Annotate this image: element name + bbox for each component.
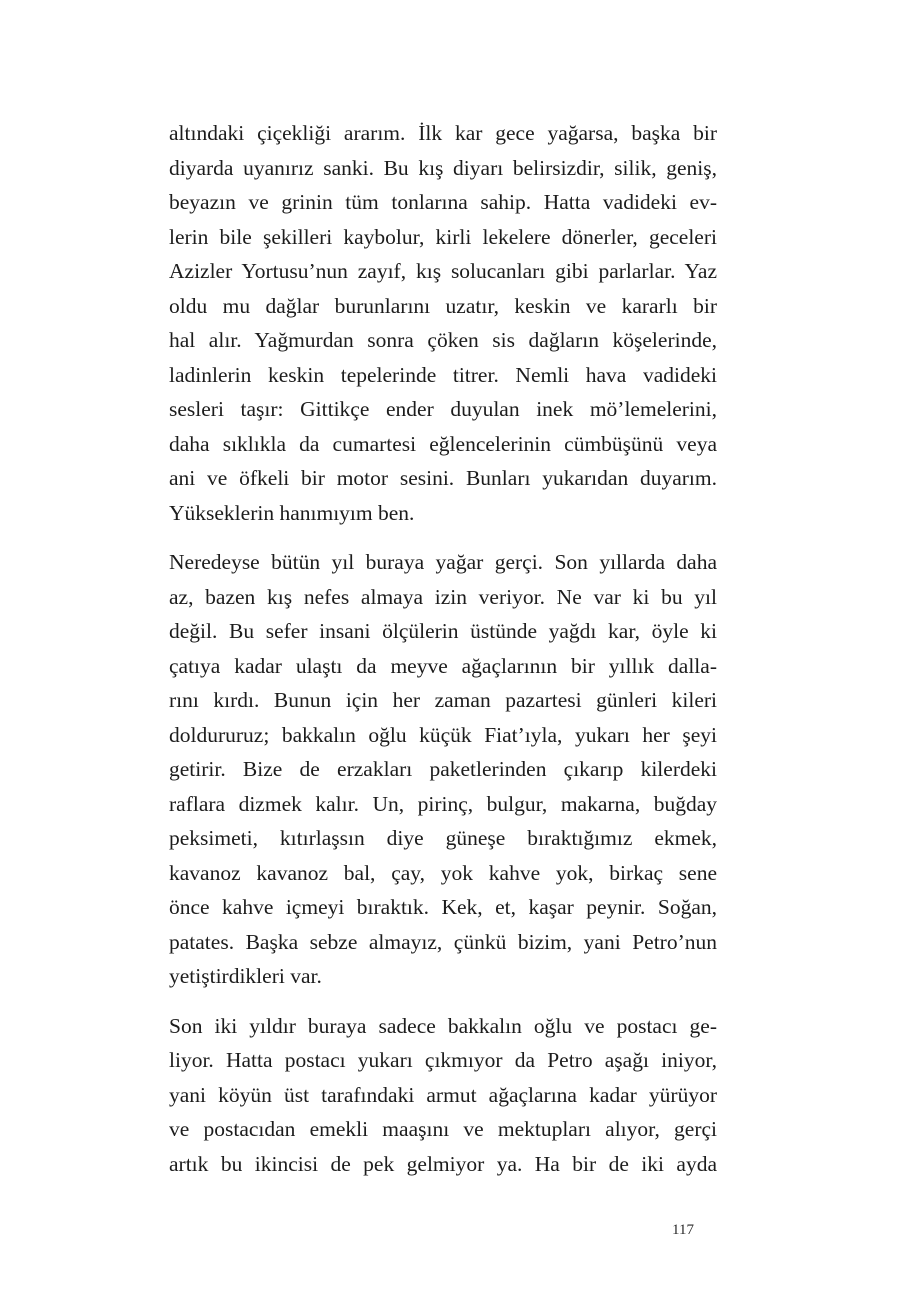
text-line: az, bazen kış nefes almaya izin veriyor. Ne var ki bu yıl xyxy=(169,584,717,609)
paragraph xyxy=(169,545,717,994)
text-line: sesleri taşır: Gittikçe ender duyulan inek mö’lemelerini, xyxy=(169,397,717,421)
paragraph xyxy=(169,116,717,530)
page-number: 117 xyxy=(672,1222,694,1238)
text-line: artık bu ikincisi de pek gelmiyor ya. Ha bir de iki ayda xyxy=(169,1151,717,1176)
text-line: ladinlerin keskin tepelerinde titrer. Nemli hava vadideki xyxy=(169,362,717,387)
text-line: peksimeti, kıtırlaşsın diye güneşe bıraktığımız ekmek, xyxy=(169,826,717,850)
paragraph xyxy=(169,1009,717,1182)
text-line: hal alır. Yağmurdan sonra çöken sis dağların köşelerinde, xyxy=(169,328,717,352)
text-line: Yükseklerin hanımıyım ben. xyxy=(169,500,415,525)
text-line: liyor. Hatta postacı yukarı çıkmıyor da Petro aşağı iniyor, xyxy=(169,1048,717,1072)
text-line: oldu mu dağlar burunlarını uzatır, keskin ve kararlı bir xyxy=(169,293,717,318)
text-line: ve postacıdan emekli maaşını ve mektupları alıyor, gerçi xyxy=(169,1117,717,1141)
text-line: çatıya kadar ulaştı da meyve ağaçlarının bir yıllık dalla- xyxy=(169,653,717,678)
book-page-body xyxy=(169,116,717,1181)
text-line: rını kırdı. Bunun için her zaman pazartesi günleri kileri xyxy=(169,688,717,712)
text-line: Azizler Yortusu’nun zayıf, kış solucanları gibi parlarlar. Yaz xyxy=(169,259,717,283)
text-line: yetiştirdikleri var. xyxy=(169,964,322,988)
text-line: lerin bile şekilleri kaybolur, kirli lekelere dönerler, geceleri xyxy=(169,224,717,249)
text-line: ani ve öfkeli bir motor sesini. Bunları yukarıdan duyarım. xyxy=(169,466,717,490)
text-line: diyarda uyanırız sanki. Bu kış diyarı belirsizdir, silik, geniş, xyxy=(169,155,717,180)
text-line: patates. Başka sebze almayız, çünkü bizim, yani Petro’nun xyxy=(169,929,717,954)
text-line: değil. Bu sefer insani ölçülerin üstünde yağdı kar, öyle ki xyxy=(169,619,717,643)
text-line: doldururuz; bakkalın oğlu küçük Fiat’ıyla, yukarı her şeyi xyxy=(169,722,717,747)
text-line: Son iki yıldır buraya sadece bakkalın oğlu ve postacı ge- xyxy=(169,1013,717,1038)
text-line: önce kahve içmeyi bıraktık. Kek, et, kaşar peynir. Soğan, xyxy=(169,895,717,919)
text-line: getirir. Bize de erzakları paketlerinden çıkarıp kilerdeki xyxy=(169,757,717,781)
text-line: Neredeyse bütün yıl buraya yağar gerçi. Son yıllarda daha xyxy=(169,550,717,574)
text-line: altındaki çiçekliği ararım. İlk kar gece yağarsa, başka bir xyxy=(169,121,717,145)
text-line: yani köyün üst tarafındaki armut ağaçlarına kadar yürüyor xyxy=(169,1082,717,1107)
text-line: beyazın ve grinin tüm tonlarına sahip. Hatta vadideki ev- xyxy=(169,190,717,214)
text-line: kavanoz kavanoz bal, çay, yok kahve yok, birkaç sene xyxy=(169,860,717,885)
text-line: daha sıklıkla da cumartesi eğlencelerinin cümbüşünü veya xyxy=(169,431,717,456)
text-line: raflara dizmek kalır. Un, pirinç, bulgur, makarna, buğday xyxy=(169,791,717,816)
